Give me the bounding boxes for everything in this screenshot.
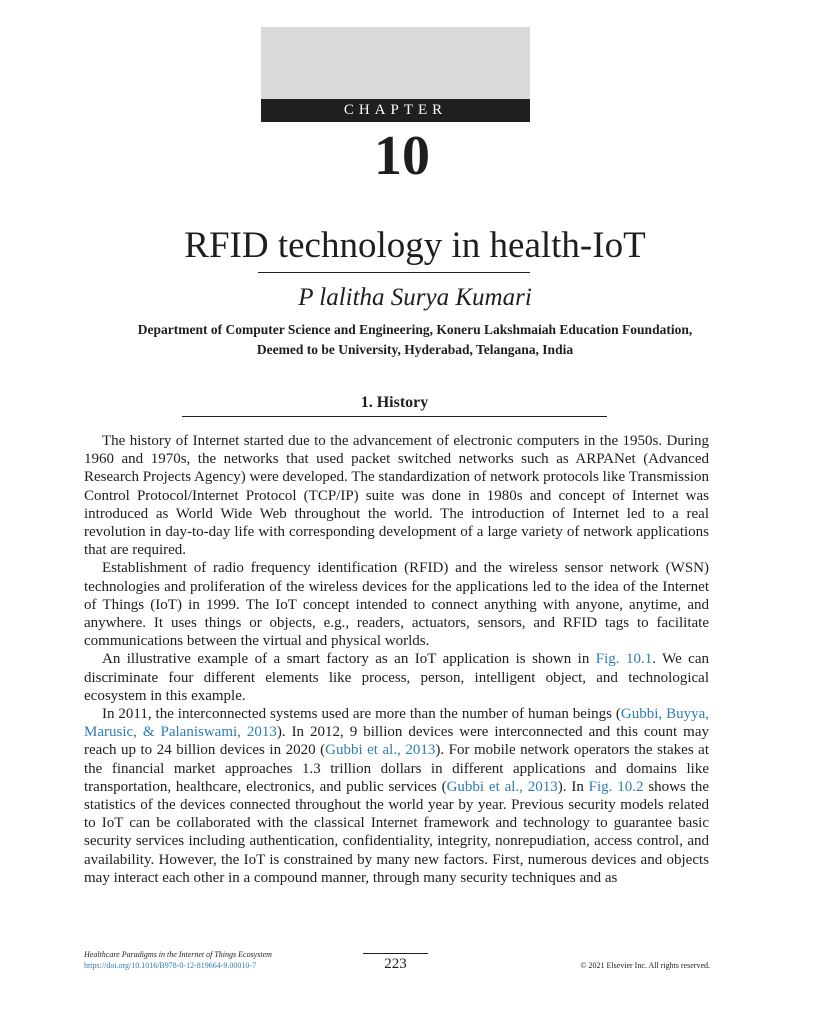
page-number: 223 (384, 956, 407, 972)
affiliation-line-1: Department of Computer Science and Engineering, Koneru Lakshmaiah Education Foundation, (137, 322, 693, 337)
book-title: Healthcare Paradigms in the Internet of Things Ecosystem (84, 950, 272, 959)
paragraph-2: Establishment of radio frequency identification (RFID) and the wireless sensor network (WSN) technologies and proliferation of the wireless devices for the applications led to the idea of the Internet of Things (IoT) in 1999. The IoT concept intended to connect anything with anyone, anytime, and anywhere. It uses things or objects, e.g., readers, actuators, sensors, and RFID tags to facilitate communications between the virtual and physical worlds. (84, 560, 709, 650)
figure-link[interactable]: Fig. 10.1 (595, 651, 653, 668)
citation-link[interactable]: Gubbi et al., 2013 (325, 742, 436, 759)
chapter-label: CHAPTER (261, 99, 530, 122)
section-number: 1. (360, 394, 373, 411)
body-text (84, 432, 709, 887)
footer-book-info (84, 949, 364, 971)
chapter-title: RFID technology in health-IoT (184, 225, 646, 266)
page-number-divider (363, 953, 428, 954)
section-heading (182, 392, 607, 414)
chapter-header-gray-block (261, 27, 530, 99)
author-affiliation (60, 320, 770, 360)
doi-link[interactable]: https://doi.org/10.1016/B978-0-12-819664-9.00010-7 (84, 961, 257, 970)
paragraph-4: In 2011, the interconnected systems used are more than the number of human beings (Gubbi, Buyya, Marusic, & Palaniswami, 2013). In 2012, 9 billion devices were interconnected and this count may reach up to 24 billion devices in 2020 (Gubbi et al., 2013). For mobile network operators the stakes at the financial market approaches 1.3 trillion dollars in different applications and domains like transportation, healthcare, electronics, and public services (Gubbi et al., 2013). In Fig. 10.2 shows the statistics of the devices connected throughout the world year by year. Previous security models related to IoT can be collaborated with the classical Internet framework and technology to guarantee basic security services including authentication, confidentiality, integrity, nonrepudiation, access control, and availability. However, the IoT is constrained by many new factors. First, numerous devices and objects may interact each other in a compound manner, through many security techniques and as (84, 706, 710, 886)
citation-link[interactable]: Gubbi et al., 2013 (446, 778, 558, 795)
citation-link[interactable]: Gubbi, Buyya, Marusic, & Palaniswami, 2013 (84, 706, 709, 741)
title-divider (258, 272, 530, 273)
author-name: P lalitha Surya Kumari (298, 284, 532, 311)
copyright-notice: © 2021 Elsevier Inc. All rights reserved. (580, 961, 710, 970)
section-title: History (376, 394, 429, 411)
chapter-number: 10 (374, 125, 430, 187)
affiliation-line-2: Deemed to be University, Hyderabad, Telangana, India (256, 342, 574, 357)
paragraph-3: An illustrative example of a smart factory as an IoT application is shown in Fig. 10.1. We can discriminate four different elements like process, person, intelligent object, and technological ecosystem in this example. (84, 651, 709, 704)
section-divider (182, 416, 607, 417)
paragraph-1: The history of Internet started due to the advancement of electronic computers in the 1950s. During 1960 and 1970s, the networks that used packet switched networks such as ARPANet (Advanced Research Projects Agency) were developed. The standardization of network protocols like Transmission Control Protocol/Internet Protocol (TCP/IP) suite was done in 1980s and concept of Internet was introduced as World Wide Web throughout the world. The introduction of Internet led to a real revolution in day-to-day life with corresponding development of a large variety of network applications that are required. (84, 433, 709, 559)
figure-link[interactable]: Fig. 10.2 (588, 778, 644, 795)
